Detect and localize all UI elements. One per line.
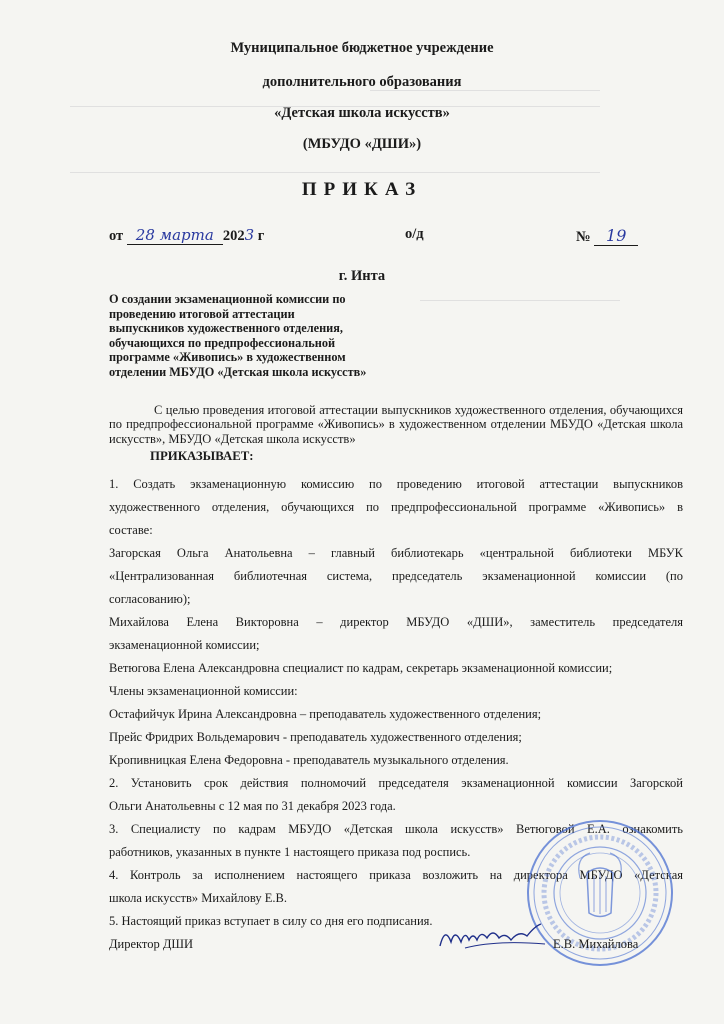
subject-line: отделении МБУДО «Детская школа искусств»	[109, 364, 367, 379]
item-3-line1: 3. Специалисту по кадрам МБУДО «Детская школа искусств» Ветюговой Е.А. ознакомить	[109, 822, 683, 836]
year-suffix: г	[254, 228, 265, 244]
member-chair-line1: Загорская Ольга Анатольевна – главный библиотекарь «центральной библиотеки МБУК	[109, 546, 683, 560]
subject-line: О создании экзаменационной комиссии по	[109, 292, 346, 306]
subject-line: проведению итоговой аттестации	[109, 306, 295, 321]
item-2-line1: 2. Установить срок действия полномочий председателя экзаменационной комиссии Загорской	[109, 776, 683, 790]
show-through-line	[70, 172, 600, 173]
org-name-line2: дополнительного образования	[262, 74, 462, 90]
show-through-line	[420, 300, 620, 301]
handwritten-number: 19	[594, 226, 638, 246]
org-abbreviation: (МБУДО «ДШИ»)	[302, 136, 422, 152]
year-prefix: 202	[222, 228, 245, 244]
orders-label: ПРИКАЗЫВАЕТ:	[150, 449, 254, 463]
document-title: ПРИКАЗ	[301, 179, 423, 200]
item-5: 5. Настоящий приказ вступает в силу со дня его подписания.	[109, 914, 433, 928]
order-date	[109, 226, 264, 245]
order-number	[576, 226, 638, 246]
org-name-line3: «Детская школа искусств»	[274, 105, 450, 121]
item-1-line3: составе:	[109, 523, 153, 537]
member-chair-line3: согласованию);	[109, 592, 191, 606]
item-1-line2: художественного отделения, обучающихся по предпрофессиональной программе «Живопись» в	[109, 500, 683, 514]
member-3: Кропивницкая Елена Федоровна - преподаватель музыкального отделения.	[109, 753, 509, 767]
item-2-line2: Ольги Анатольевны с 12 мая по 31 декабря 2023 года.	[109, 799, 396, 813]
preamble: С целью проведения итоговой аттестации выпускников художественного отделения, обучающихся по предпрофессиональной программе «Живопись» в художественном отделении МБУДО «Детская школа искусств», МБУДО «Детская школа искусств»	[109, 403, 683, 446]
handwritten-signature	[435, 918, 555, 953]
member-1: Остафийчук Ирина Александровна – преподаватель художественного отделения;	[109, 707, 542, 721]
members-label: Члены экзаменационной комиссии:	[109, 684, 298, 698]
handwritten-year-digit: 3	[244, 226, 255, 244]
handwritten-date: 28 марта	[127, 226, 223, 245]
org-name-line1: Муниципальное бюджетное учреждение	[230, 40, 494, 56]
number-label: №	[576, 229, 591, 245]
subject-line: обучающихся по предпрофессиональной	[109, 335, 336, 350]
member-deputy-line1: Михайлова Елена Викторовна – директор МБУДО «ДШИ», заместитель председателя	[109, 615, 683, 629]
item-4-line2: школа искусств» Михайлову Е.В.	[109, 891, 287, 905]
order-subject	[109, 292, 409, 379]
subject-line: выпускников художественного отделения,	[109, 321, 343, 335]
from-label: от	[109, 228, 124, 244]
city: г. Инта	[338, 268, 386, 284]
subject-line: программе «Живопись» в художественном	[109, 350, 346, 364]
member-deputy-line2: экзаменационной комиссии;	[109, 638, 260, 652]
signer-name: Е.В. Михайлова	[553, 937, 639, 951]
member-2: Прейс Фридрих Вольдемарович - преподаватель художественного отделения;	[109, 730, 522, 744]
item-3-line2: работников, указанных в пункте 1 настоящего приказа под роспись.	[109, 845, 471, 859]
signer-position: Директор ДШИ	[109, 937, 194, 951]
item-4-line1: 4. Контроль за исполнением настоящего приказа возложить на директора МБУДО «Детская	[109, 868, 683, 882]
member-secretary: Ветюгова Елена Александровна специалист по кадрам, секретарь экзаменационной комиссии;	[109, 661, 613, 675]
item-1-line1: 1. Создать экзаменационную комиссию по проведению итоговой аттестации выпускников	[109, 477, 683, 491]
member-chair-line2: «Централизованная библиотечная система, председатель экзаменационной комиссии (по	[109, 569, 683, 583]
order-type: о/д	[405, 226, 424, 242]
